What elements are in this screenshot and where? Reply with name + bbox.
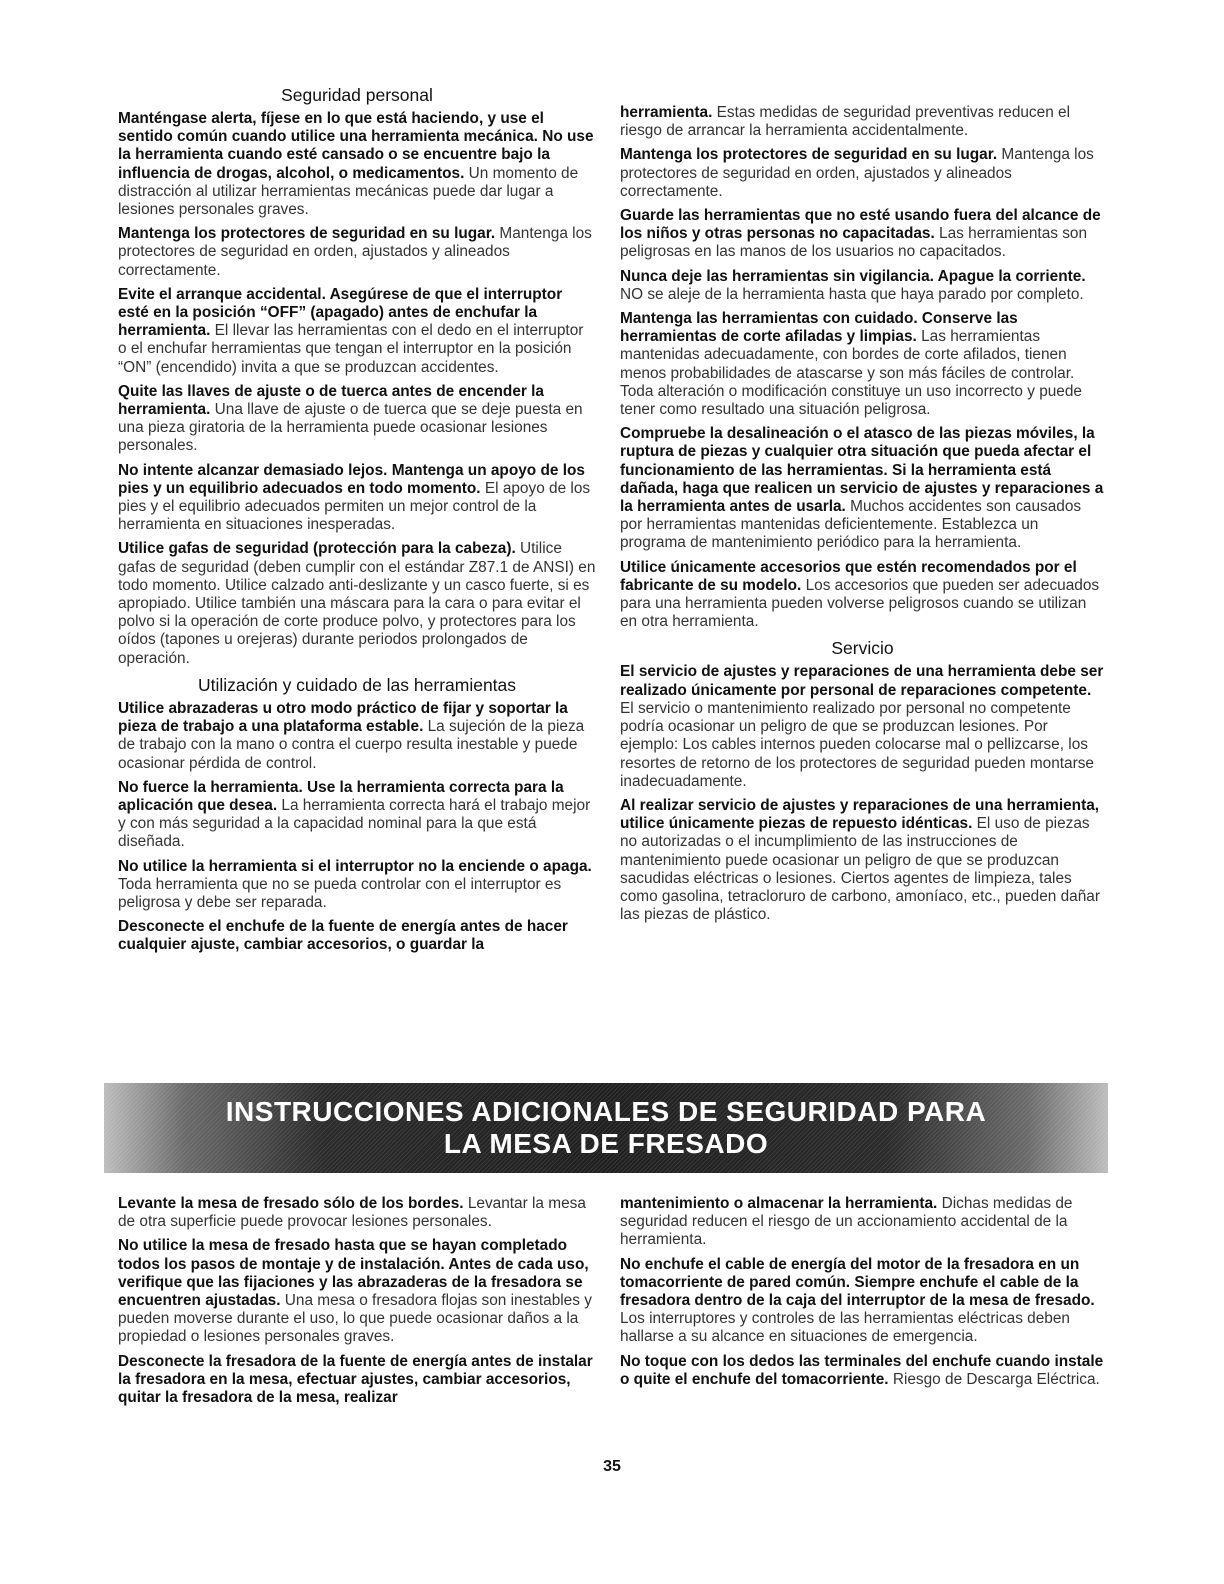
section-banner	[104, 1083, 1108, 1173]
paragraph-lead: Utilice únicamente accesorios que estén recomendados por el fabricante de su modelo.	[620, 558, 1077, 594]
paragraph-body: Las herramientas son peligrosas en las manos de los usuarios no capacitados.	[620, 225, 1088, 261]
paragraph-lead: Quite las llaves de ajuste o de tuerca antes de encender la herramienta.	[118, 382, 544, 419]
paragraph-guards-right	[620, 146, 1105, 201]
paragraph-lead: No enchufe el cable de energía del motor de la fresadora en un tomacorriente de pared común. Siempre enchufe el cable de la fresadora dentro de la caja del interruptor de la mesa de fresado.	[620, 1255, 1095, 1310]
paragraph-identical-parts	[620, 797, 1105, 924]
paragraph-assembly-complete	[118, 1237, 596, 1346]
heading-tool-use-care: Utilización y cuidado de las herramientas	[197, 674, 517, 695]
paragraph-body: Levantar la mesa de otra superficie puede provocar lesiones personales.	[118, 1195, 586, 1231]
paragraph-switch	[118, 858, 596, 913]
paragraph-power-cord	[620, 1256, 1105, 1347]
paragraph-lead: mantenimiento o almacenar la herramienta.	[620, 1195, 938, 1212]
paragraph-preventive-measures	[620, 104, 1105, 140]
paragraph-lead: Al realizar servicio de ajustes y reparaciones de una herramienta, utilice únicamente piezas de repuesto idénticas.	[620, 796, 1100, 833]
left-column-bottom	[118, 1195, 596, 1413]
paragraph-disconnect-router	[118, 1353, 596, 1408]
paragraph-body: Utilice gafas de seguridad (deben cumplir con el estándar Z87.1 de ANSI) en todo momento. Utilice calzado anti-deslizante y un casco fuerte, si es apropiado. Utilice también una máscara para la cara o para evitar el polvo si la operación de corte produce polvo, y protectores para los oídos (tapones u orejeras) durante periodos prolongados de operación.	[118, 540, 596, 667]
banner-title-line1: INSTRUCCIONES ADICIONALES DE SEGURIDAD PARA	[225, 1096, 987, 1127]
paragraph-service-personnel	[620, 663, 1105, 790]
left-column-top	[118, 84, 596, 961]
paragraph-body: El uso de piezas no autorizadas o el incumplimiento de las instrucciones de mantenimiento puede ocasionar un peligro de que se produzcan sacudidas eléctricas o lesiones. Ciertos agentes de limpieza, tales como gasolina, tetracloruro de carbono, amoníaco, etc., pueden dañar las piezas de plástico.	[620, 815, 1100, 924]
paragraph-lead: El servicio de ajustes y reparaciones de una herramienta debe ser realizado únicamente por personal de reparaciones competente.	[620, 663, 1104, 699]
paragraph-body: NO se aleje de la herramienta hasta que haya parado por completo.	[620, 285, 1084, 303]
paragraph-lead: Guarde las herramientas que no esté usando fuera del alcance de los niños y otras personas no capacitadas.	[620, 207, 1101, 243]
paragraph-lead: Evite el arranque accidental. Asegúrese de que el interruptor esté en la posición “OFF” (apagado) antes de enchufar la herramienta.	[118, 285, 563, 340]
right-column-bottom	[620, 1195, 1105, 1395]
paragraph-overreach	[118, 462, 596, 535]
paragraph-stay-alert	[118, 110, 596, 219]
paragraph-maintenance-storage	[620, 1195, 1105, 1250]
paragraph-body: Dichas medidas de seguridad reducen el riesgo de un accionamiento accidental de la herramienta.	[620, 1195, 1073, 1249]
paragraph-remove-keys	[118, 383, 596, 456]
paragraph-lead: Mantenga los protectores de seguridad en su lugar.	[118, 225, 496, 243]
heading-service: Servicio	[831, 638, 894, 659]
paragraph-accessories	[620, 559, 1105, 632]
paragraph-lead: Nunca deje las herramientas sin vigilancia. Apague la corriente.	[620, 267, 1086, 285]
paragraph-lead: herramienta.	[620, 104, 713, 121]
paragraph-safety-glasses	[118, 540, 596, 667]
paragraph-body: Las herramientas mantenidas adecuadamente, con bordes de corte afilados, tienen menos probabilidades de atascarse y son más fáciles de controlar. Toda alteración o modificación constituye un uso incorrecto y puede tener como resultado una situación peligrosa.	[620, 328, 1082, 419]
paragraph-unattended	[620, 268, 1105, 304]
paragraph-body: Muchos accidentes son causados por herramientas mantenidas deficientemente. Establezca un programa de mantenimiento periódico para la herramienta.	[620, 498, 1082, 552]
paragraph-body: El apoyo de los pies y el equilibrio adecuados permiten un mejor control de la herramienta en situaciones inesperadas.	[118, 479, 591, 534]
paragraph-guards	[118, 225, 596, 280]
paragraph-lead: No fuerce la herramienta. Use la herramienta correcta para la aplicación que desea.	[118, 778, 564, 814]
heading-personal-safety: Seguridad personal	[281, 85, 433, 105]
paragraph-lead: Manténgase alerta, fíjese en lo que está haciendo, y use el sentido común cuando utilice una herramienta mecánica. No use la herramienta cuando esté cansado o se encuentre bajo la influencia de drogas, alcohol, o medicamentos.	[118, 110, 594, 182]
page-number: 35	[603, 1458, 621, 1475]
paragraph-store-tools	[620, 207, 1105, 262]
paragraph-body: Una mesa o fresadora flojas son inestables y pueden moverse durante el uso, lo que puede ocasionar daños a la propiedad o lesiones personales graves.	[118, 1292, 592, 1346]
paragraph-body: El llevar las herramientas con el dedo en el interruptor o el enchufar herramientas que tengan el interruptor en la posición “ON” (encendido) invita a que se produzcan accidentes.	[118, 322, 584, 376]
paragraph-plug-terminals	[620, 1353, 1105, 1389]
paragraph-lead: Desconecte el enchufe de la fuente de energía antes de hacer cualquier ajuste, cambiar accesorios, o guardar la	[118, 918, 568, 954]
paragraph-lead: No intente alcanzar demasiado lejos. Mantenga un apoyo de los pies y un equilibrio adecuados en todo momento.	[118, 461, 585, 497]
paragraph-disconnect	[118, 918, 596, 954]
right-column-top	[620, 104, 1105, 930]
paragraph-clamps	[118, 700, 596, 773]
paragraph-lead: No utilice la herramienta si el interruptor no la enciende o apaga.	[118, 857, 592, 875]
paragraph-lead: Mantenga las herramientas con cuidado. Conserve las herramientas de corte afiladas y limpias.	[620, 310, 1018, 346]
paragraph-body: Los interruptores y controles de las herramientas eléctricas deben hallarse a su alcance en situaciones de emergencia.	[620, 1310, 1070, 1346]
paragraph-lead: Utilice abrazaderas u otro modo práctico de fijar y soportar la pieza de trabajo a una plataforma estable.	[118, 699, 568, 736]
banner-title-line2: LA MESA DE FRESADO	[443, 1128, 769, 1159]
paragraph-check-misalignment	[620, 425, 1105, 552]
paragraph-body: Un momento de distracción al utilizar herramientas mecánicas puede dar lugar a lesiones personales graves.	[118, 164, 579, 219]
paragraph-lead: Utilice gafas de seguridad (protección para la cabeza).	[118, 540, 516, 558]
paragraph-maintain-tools	[620, 310, 1105, 419]
paragraph-accidental-start	[118, 286, 596, 377]
paragraph-body: La sujeción de la pieza de trabajo con la mano o contra el cuerpo resulta inestable y puede ocasionar pérdida de control.	[118, 718, 585, 772]
paragraph-lead: Desconecte la fresadora de la fuente de energía antes de instalar la fresadora en la mesa, efectuar ajustes, cambiar accesorios, quitar la fresadora de la mesa, realizar	[118, 1352, 593, 1407]
paragraph-body: Estas medidas de seguridad preventivas reducen el riesgo de arrancar la herramienta accidentalmente.	[620, 104, 1071, 140]
paragraph-lead: Mantenga los protectores de seguridad en su lugar.	[620, 146, 998, 164]
paragraph-body: El servicio o mantenimiento realizado por personal no competente podría ocasionar un peligro de que se produzcan lesiones. Por ejemplo: Los cables internos pueden colocarse mal o pellizcarse, los resortes de retorno de los protectores de seguridad pueden montarse inadecuadamente.	[620, 699, 1094, 790]
paragraph-body: Riesgo de Descarga Eléctrica.	[888, 1370, 1100, 1388]
paragraph-dont-force	[118, 779, 596, 852]
paragraph-lift-table	[118, 1195, 596, 1231]
paragraph-body: Toda herramienta que no se pueda controlar con el interruptor es peligrosa y debe ser reparada.	[118, 875, 562, 911]
paragraph-lead: No toque con los dedos las terminales del enchufe cuando instale o quite el enchufe del tomacorriente.	[620, 1352, 1104, 1388]
paragraph-lead: Levante la mesa de fresado sólo de los bordes.	[118, 1195, 464, 1212]
paragraph-body: Los accesorios que pueden ser adecuados para una herramienta pueden volverse peligrosos cuando se utilizan en otra herramienta.	[620, 576, 1100, 631]
paragraph-body: Una llave de ajuste o de tuerca que se deje puesta en una pieza giratoria de la herramienta puede ocasionar lesiones personales.	[118, 401, 583, 455]
paragraph-lead: No utilice la mesa de fresado hasta que se hayan completado todos los pasos de montaje y de instalación. Antes de cada uso, verifique que las fijaciones y las abrazaderas de la fresadora se encuentren ajustadas.	[118, 1237, 589, 1310]
paragraph-body: La herramienta correcta hará el trabajo mejor y con más seguridad a la capacidad nominal para la que está diseñada.	[118, 796, 591, 851]
paragraph-body: Mantenga los protectores de seguridad en orden, ajustados y alineados correctamente.	[118, 225, 592, 279]
paragraph-lead: Compruebe la desalineación o el atasco de las piezas móviles, la ruptura de piezas y cualquier otra situación que pueda afectar el funcionamiento de las herramientas. Si la herramienta está dañada, haga que realicen un servicio de ajustes y reparaciones a la herramienta antes de usarla.	[620, 425, 1104, 516]
paragraph-body: Mantenga los protectores de seguridad en orden, ajustados y alineados correctamente.	[620, 146, 1094, 200]
